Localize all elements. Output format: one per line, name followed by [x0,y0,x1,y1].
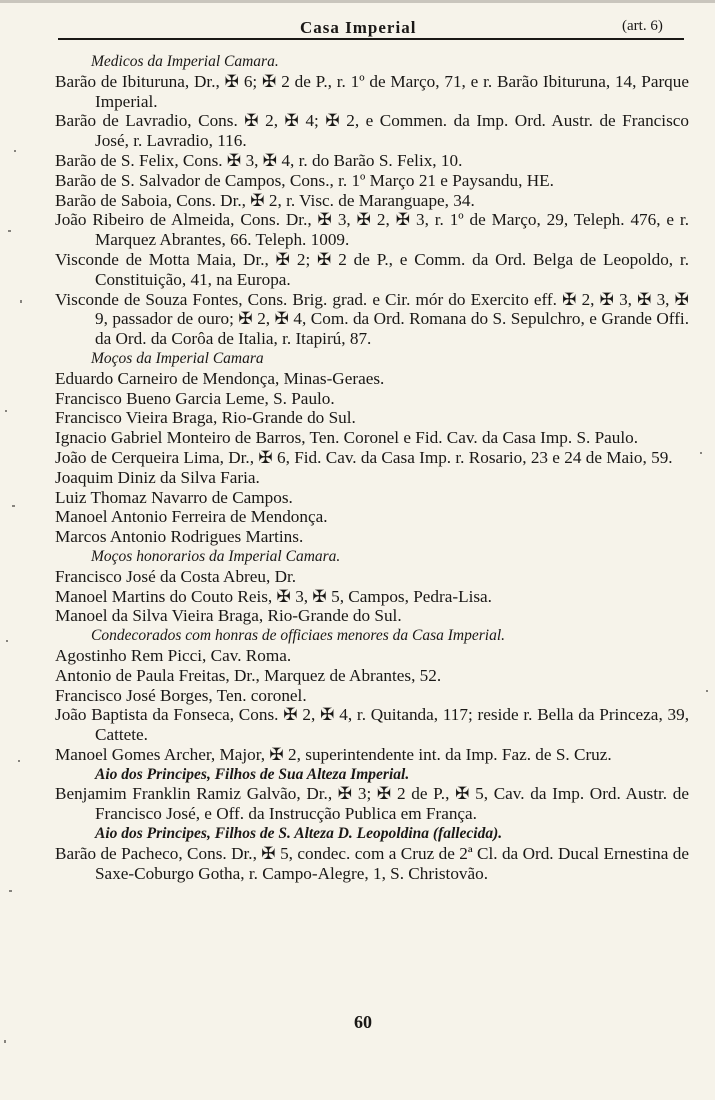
section-heading: Moços honorarios da Imperial Camara. [91,547,341,565]
section-heading: Aio dos Principes, Filhos de S. Alteza D. Leopoldina (fallecida). [95,825,503,843]
directory-entry: João Ribeiro de Almeida, Cons. Dr., ✠ 3, ✠ 2, ✠ 3, r. 1º de Março, 29, Teleph. 476, e r. Marquez Abrantes, 66. Teleph. 1009. [55,210,689,250]
directory-listing [55,52,689,883]
directory-entry: Barão de Ibituruna, Dr., ✠ 6; ✠ 2 de P., r. 1º de Março, 71, e r. Barão Ibituruna, 14, Parque Imperial. [55,71,689,111]
section-heading: Aio dos Principes, Filhos de Sua Alteza Imperial. [95,765,410,783]
directory-entry: Marcos Antonio Rodrigues Martins. [55,527,304,547]
header-rule [58,38,684,40]
directory-entry: Francisco Vieira Braga, Rio-Grande do Sul. [55,408,356,428]
directory-entry: Antonio de Paula Freitas, Dr., Marquez de Abrantes, 52. [55,665,442,685]
directory-entry: Francisco José Borges, Ten. coronel. [55,685,307,705]
directory-entry: Manoel Martins do Couto Reis, ✠ 3, ✠ 5, Campos, Pedra-Lisa. [55,586,492,606]
running-header [0,0,715,38]
directory-entry: João de Cerqueira Lima, Dr., ✠ 6, Fid. Cav. da Casa Imp. r. Rosario, 23 e 24 de Maio, 59. [55,447,673,467]
header-title: Casa Imperial [300,18,417,37]
directory-entry: Barão de Pacheco, Cons. Dr., ✠ 5, condec. com a Cruz de 2ª Cl. da Ord. Ducal Ernestina de Saxe-Coburgo Gotha, r. Campo-Alegre, 1, S. Christovão. [55,843,689,883]
directory-entry: Agostinho Rem Picci, Cav. Roma. [55,645,292,665]
directory-entry: Francisco Bueno Garcia Leme, S. Paulo. [55,388,335,408]
directory-entry: Barão de S. Felix, Cons. ✠ 3, ✠ 4, r. do Barão S. Felix, 10. [55,150,463,170]
directory-entry: Luiz Thomaz Navarro de Campos. [55,487,293,507]
directory-entry: Manoel Antonio Ferreira de Mendonça. [55,507,328,527]
directory-entry: João Baptista da Fonseca, Cons. ✠ 2, ✠ 4, r. Quitanda, 117; reside r. Bella da Princeza, 39, Cattete. [55,705,689,745]
directory-entry: Manoel Gomes Archer, Major, ✠ 2, superintendente int. da Imp. Faz. de S. Cruz. [55,744,612,764]
section-heading: Condecorados com honras de officiaes menores da Casa Imperial. [91,627,506,645]
header-article-ref: (art. 6) [622,18,663,34]
directory-entry: Visconde de Motta Maia, Dr., ✠ 2; ✠ 2 de P., e Comm. da Ord. Belga de Leopoldo, r. Constituição, 41, na Europa. [55,249,689,289]
directory-entry: Francisco José da Costa Abreu, Dr. [55,566,297,586]
directory-entry: Barão de Saboia, Cons. Dr., ✠ 2, r. Visc. de Maranguape, 34. [55,190,475,210]
directory-entry: Manoel da Silva Vieira Braga, Rio-Grande do Sul. [55,606,402,626]
directory-entry: Visconde de Souza Fontes, Cons. Brig. grad. e Cir. mór do Exercito eff. ✠ 2, ✠ 3, ✠ 3, ✠ 9, passador de ouro; ✠ 2, ✠ 4, Com. da Ord. Romana do S. Sepulchro, e Grande Offi. da Ord. da Corôa de Italia, r. Itapirú, 87. [55,289,689,349]
directory-entry: Barão de S. Salvador de Campos, Cons., r. 1º Março 21 e Paysandu, HE. [55,170,554,190]
page-number: 60 [354,1012,372,1032]
section-heading: Medicos da Imperial Camara. [91,53,279,70]
directory-entry: Ignacio Gabriel Monteiro de Barros, Ten. Coronel e Fid. Cav. da Casa Imp. S. Paulo. [55,428,639,448]
directory-entry: Benjamim Franklin Ramiz Galvão, Dr., ✠ 3; ✠ 2 de P., ✠ 5, Cav. da Imp. Ord. Austr. de Francisco José, e Off. da Instrucção Publica em França. [55,784,689,824]
directory-entry: Eduardo Carneiro de Mendonça, Minas-Geraes. [55,368,385,388]
section-heading: Moços da Imperial Camara [91,349,264,367]
directory-entry: Barão de Lavradio, Cons. ✠ 2, ✠ 4; ✠ 2, e Commen. da Imp. Ord. Austr. de Francisco José, r. Lavradio, 116. [55,111,689,151]
directory-entry: Joaquim Diniz da Silva Faria. [55,467,260,487]
